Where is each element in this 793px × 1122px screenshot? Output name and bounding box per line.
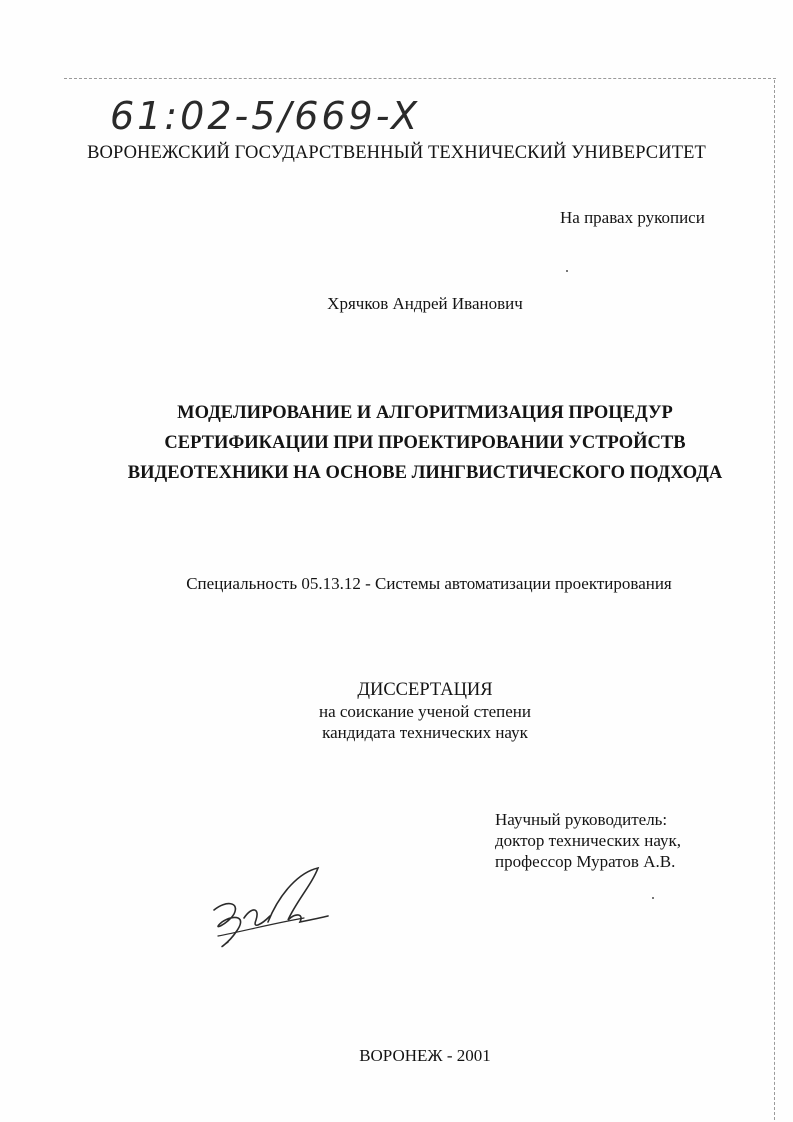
university-name: ВОРОНЕЖСКИЙ ГОСУДАРСТВЕННЫЙ ТЕХНИЧЕСКИЙ УНИВЕРСИТЕТ <box>87 143 706 163</box>
scan-border-right <box>774 80 775 1120</box>
dissertation-title <box>0 398 793 488</box>
supervisor-label: Научный руководитель: <box>495 810 668 829</box>
specialty-line: Специальность 05.13.12 - Системы автоматизации проектирования <box>186 574 672 593</box>
city-year: ВОРОНЕЖ - 2001 <box>359 1046 491 1065</box>
title-line: МОДЕЛИРОВАНИЕ И АЛГОРИТМИЗАЦИЯ ПРОЦЕДУР <box>177 403 673 423</box>
archive-code-text: 61:02-5/669-X <box>110 94 421 138</box>
dissertation-heading: ДИССЕРТАЦИЯ <box>357 680 493 700</box>
signature-image <box>200 862 340 958</box>
degree-line: кандидата технических наук <box>322 723 528 742</box>
dissertation-block <box>0 680 793 743</box>
scan-border-top <box>64 78 776 79</box>
degree-purpose-line: на соискание ученой степени <box>318 702 532 721</box>
scan-speck <box>652 897 654 899</box>
manuscript-rights-note: На правах рукописи <box>560 208 705 227</box>
scan-speck <box>566 270 568 272</box>
author-name: Хрячков Андрей Иванович <box>327 294 523 313</box>
title-line: СЕРТИФИКАЦИИ ПРИ ПРОЕКТИРОВАНИИ УСТРОЙСТВ <box>164 433 686 453</box>
title-line: ВИДЕОТЕХНИКИ НА ОСНОВЕ ЛИНГВИСТИЧЕСКОГО ПОДХОДА <box>127 463 723 483</box>
supervisor-block <box>495 809 681 872</box>
supervisor-degree: доктор технических наук, <box>495 831 682 850</box>
supervisor-name: профессор Муратов А.В. <box>495 852 676 871</box>
